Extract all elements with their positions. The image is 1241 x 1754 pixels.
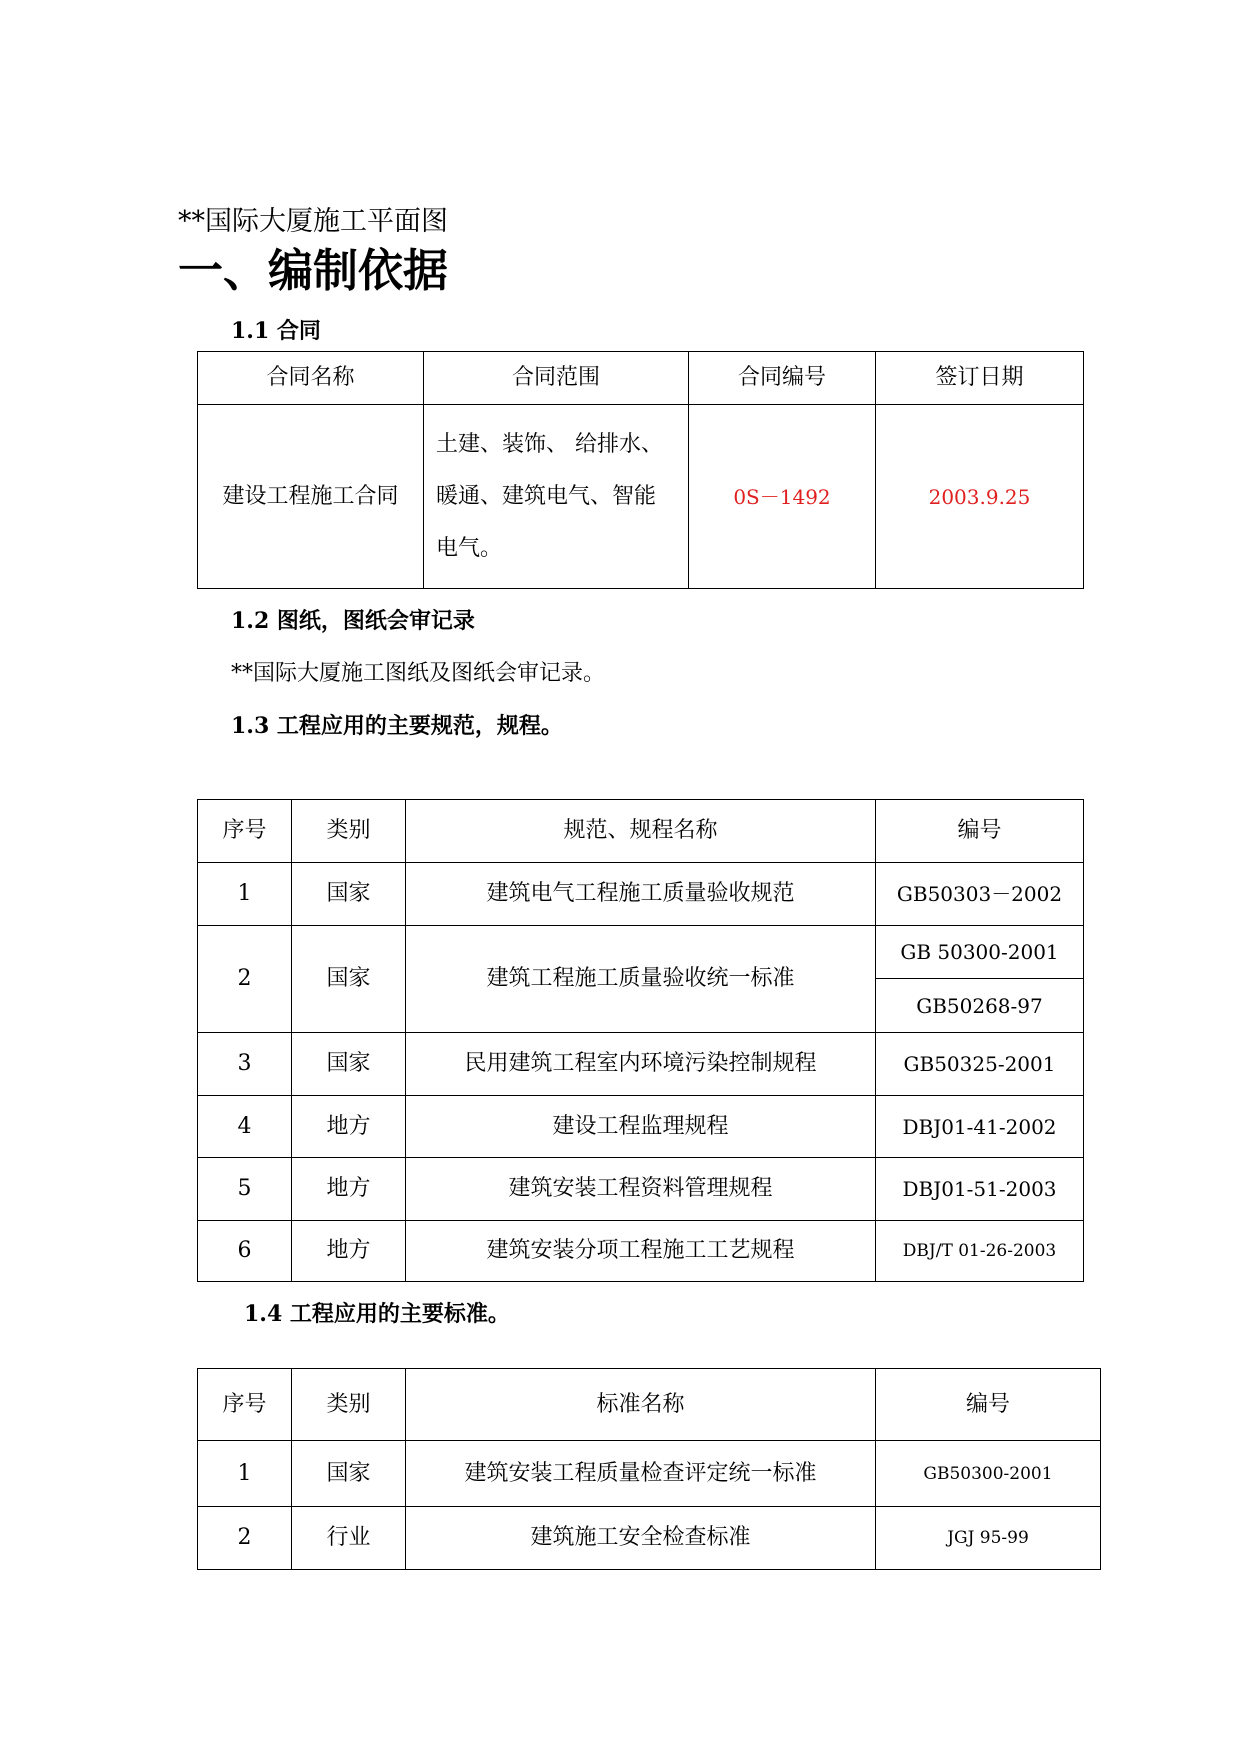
contract-date: 2003.9.25 (876, 405, 1084, 589)
table-row (198, 863, 1084, 926)
header-cell: 序号 (198, 800, 292, 863)
row-spec-name: 建筑安装工程资料管理规程 (406, 1158, 876, 1221)
section-1-1-label: 1.1 合同 (231, 318, 321, 344)
row-spec-name: 建设工程监理规程 (406, 1096, 876, 1158)
header-cell: 编号 (876, 1369, 1101, 1441)
header-cell: 类别 (292, 1369, 406, 1441)
row-standard-code: JGJ 95-99 (876, 1507, 1101, 1570)
row-number: 4 (198, 1096, 292, 1158)
row-category: 国家 (292, 1441, 406, 1507)
row-number: 3 (198, 1033, 292, 1096)
contract-scope (424, 405, 689, 589)
row-spec-code: GB50303－2002 (876, 863, 1084, 926)
table-row (198, 1221, 1084, 1282)
contract-scope-line: 电气。 (436, 535, 503, 561)
row-spec-code: GB 50300-2001 (876, 926, 1084, 979)
table-row (198, 1158, 1084, 1221)
table-row (198, 1441, 1101, 1507)
row-number: 6 (198, 1221, 292, 1282)
header-cell: 规范、规程名称 (406, 800, 876, 863)
header-cell: 标准名称 (406, 1369, 876, 1441)
row-category: 国家 (292, 863, 406, 926)
row-spec-code: DBJ/T 01-26-2003 (876, 1221, 1084, 1282)
row-spec-code: DBJ01-41-2002 (876, 1096, 1084, 1158)
row-category: 行业 (292, 1507, 406, 1570)
table-row (198, 1096, 1084, 1158)
document-title: **国际大厦施工平面图 (178, 206, 448, 237)
contract-number: 0S－1492 (689, 405, 876, 589)
row-number: 1 (198, 863, 292, 926)
row-number: 2 (198, 926, 292, 1033)
row-category: 地方 (292, 1221, 406, 1282)
contract-scope-line: 暖通、建筑电气、智能 (436, 483, 657, 509)
row-category: 地方 (292, 1096, 406, 1158)
row-category: 地方 (292, 1158, 406, 1221)
header-cell: 序号 (198, 1369, 292, 1441)
header-cell: 类别 (292, 800, 406, 863)
section-1-2-label: 1.2 图纸，图纸会审记录 (231, 608, 475, 634)
header-cell: 合同编号 (689, 352, 876, 405)
row-number: 2 (198, 1507, 292, 1570)
section-1-3-label: 1.3 工程应用的主要规范，规程。 (231, 713, 563, 739)
table-header-row (198, 800, 1084, 863)
table-row (198, 1033, 1084, 1096)
row-spec-code: GB50268-97 (876, 979, 1084, 1033)
contract-name: 建设工程施工合同 (198, 405, 424, 589)
row-spec-name: 建筑安装分项工程施工工艺规程 (406, 1221, 876, 1282)
header-cell: 合同名称 (198, 352, 424, 405)
row-spec-name: 建筑电气工程施工质量验收规范 (406, 863, 876, 926)
table-row (198, 405, 1084, 589)
section-1-2-text: **国际大厦施工图纸及图纸会审记录。 (231, 661, 606, 686)
table-row (198, 926, 1084, 979)
standards-table (197, 1368, 1101, 1570)
contract-scope-line: 土建、装饰、 给排水、 (436, 431, 663, 457)
row-number: 5 (198, 1158, 292, 1221)
section-1-4-label: 1.4 工程应用的主要标准。 (244, 1301, 510, 1327)
table-header-row (198, 1369, 1101, 1441)
chapter-heading: 一、编制依据 (178, 244, 449, 297)
specifications-table (197, 799, 1084, 1282)
row-category: 国家 (292, 1033, 406, 1096)
contract-table (197, 351, 1084, 589)
row-spec-name: 民用建筑工程室内环境污染控制规程 (406, 1033, 876, 1096)
row-number: 1 (198, 1441, 292, 1507)
row-standard-name: 建筑施工安全检查标准 (406, 1507, 876, 1570)
row-spec-code: GB50325-2001 (876, 1033, 1084, 1096)
row-standard-name: 建筑安装工程质量检查评定统一标准 (406, 1441, 876, 1507)
header-cell: 签订日期 (876, 352, 1084, 405)
table-row (198, 1507, 1101, 1570)
row-spec-name: 建筑工程施工质量验收统一标准 (406, 926, 876, 1033)
row-standard-code: GB50300-2001 (876, 1441, 1101, 1507)
row-category: 国家 (292, 926, 406, 1033)
row-spec-code: DBJ01-51-2003 (876, 1158, 1084, 1221)
header-cell: 编号 (876, 800, 1084, 863)
table-header-row (198, 352, 1084, 405)
header-cell: 合同范围 (424, 352, 689, 405)
